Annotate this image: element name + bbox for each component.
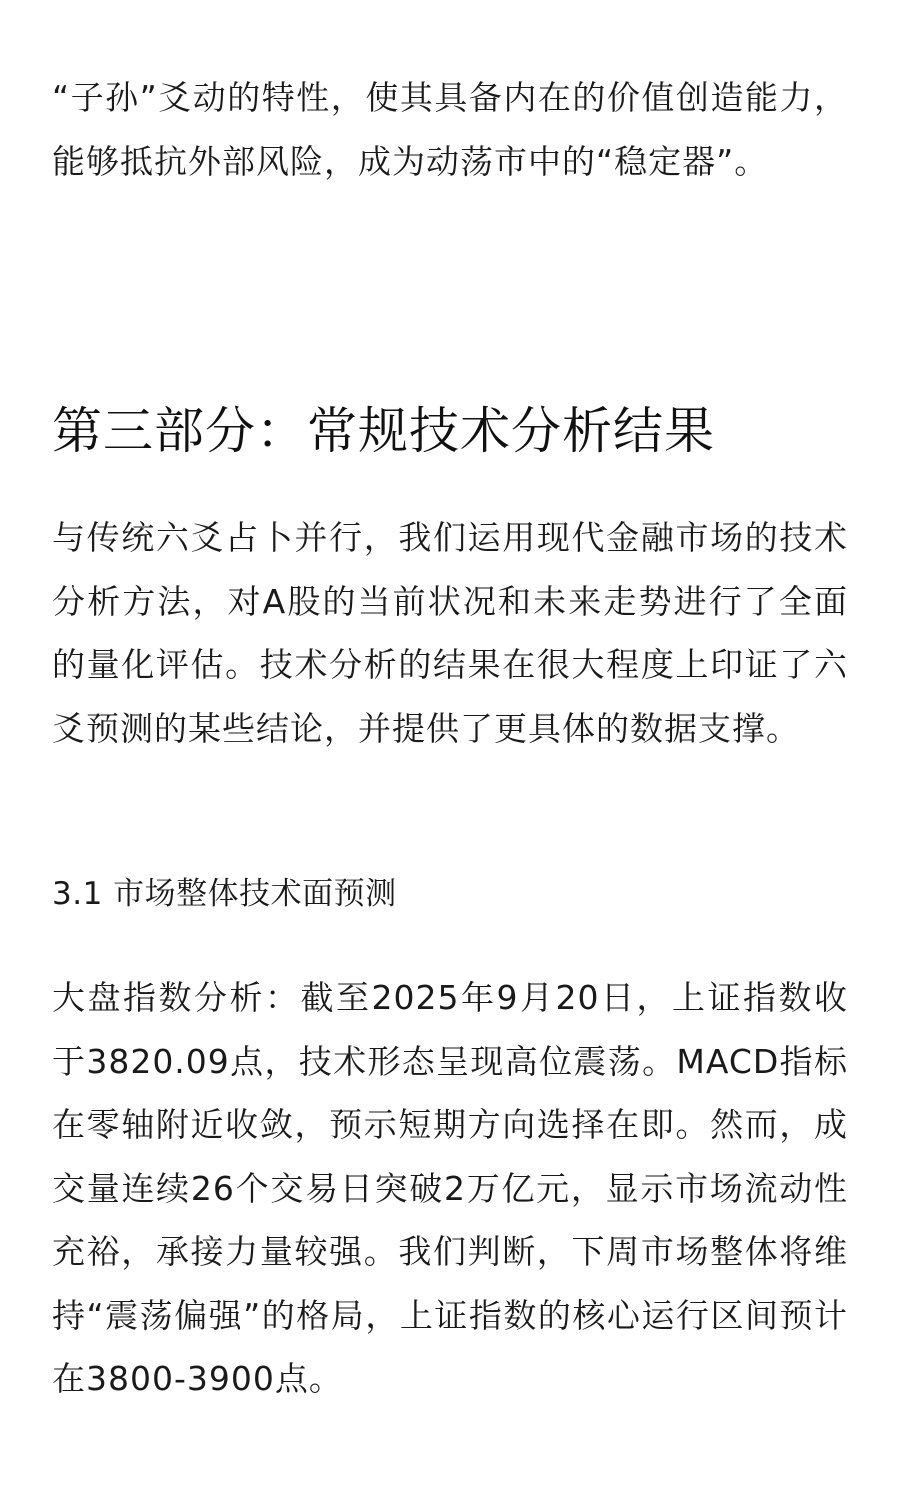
subsection-heading: 3.1 市场整体技术面预测 [52, 876, 397, 912]
section-paragraph: 与传统六爻占卜并行，我们运用现代金融市场的技术分析方法，对A股的当前状况和未来走势进行了全面的量化评估。技术分析的结果在很大程度上印证了六爻预测的某些结论，并提供了更具体的数据支撑。 [52, 518, 848, 748]
section-heading: 第三部分：常规技术分析结果 [52, 402, 715, 460]
intro-paragraph: “子孙”爻动的特性，使其具备内在的价值创造能力，能够抵抗外部风险，成为动荡市中的“稳定器”。 [52, 78, 848, 181]
subsection-paragraph: 大盘指数分析：截至2025年9月20日，上证指数收于3820.09点，技术形态呈现高位震荡。MACD指标在零轴附近收敛，预示短期方向选择在即。然而，成交量连续26个交易日突破2万亿元，显示市场流动性充裕，承接力量较强。我们判断，下周市场整体将维持“震荡偏强”的格局，上证指数的核心运行区间预计在3800-3900点。 [52, 978, 848, 1398]
